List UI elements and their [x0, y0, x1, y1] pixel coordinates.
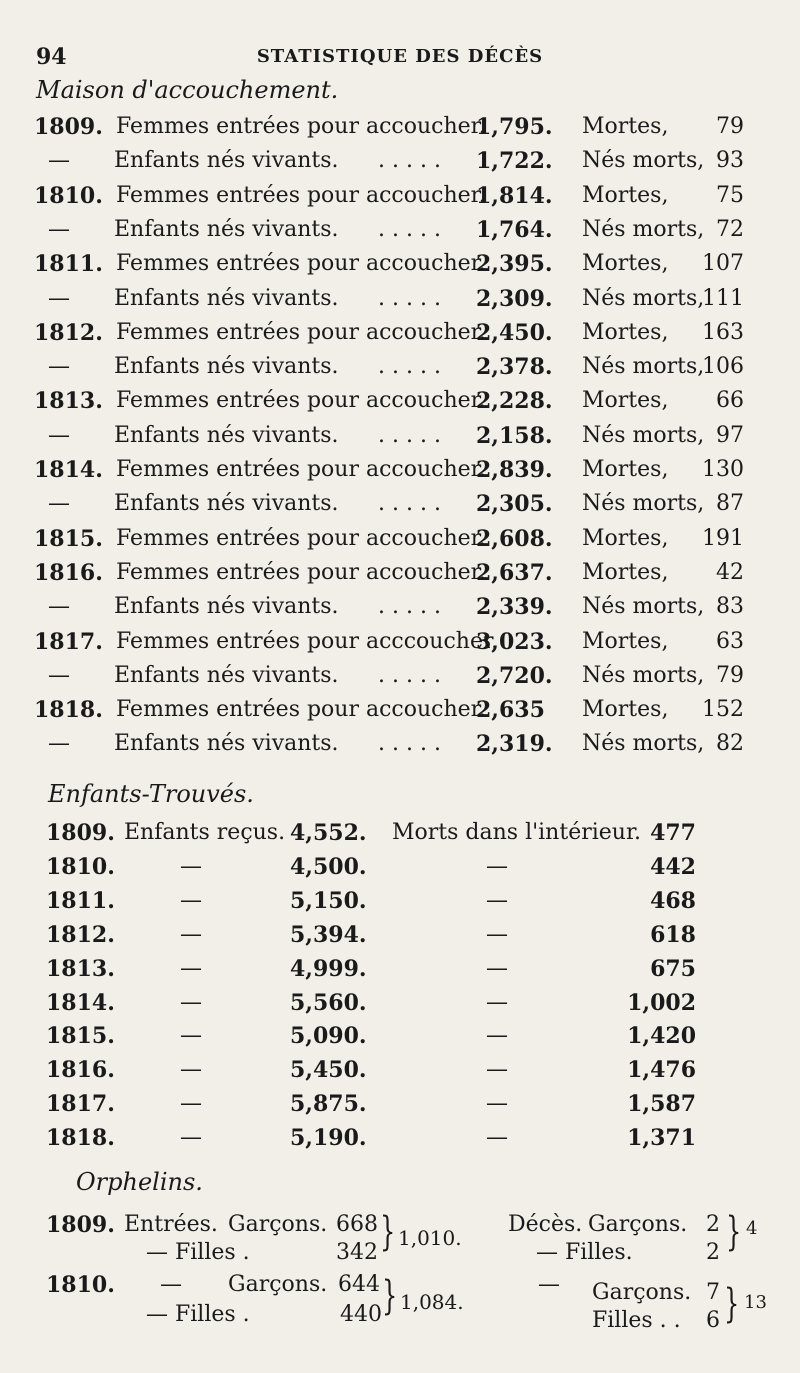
- table-row: [0, 148, 800, 182]
- row-value: 1,722.: [476, 148, 553, 175]
- table-row: [0, 1057, 800, 1091]
- year: 1814.: [46, 989, 115, 1016]
- row-label-2: Mortes,: [582, 114, 669, 139]
- running-title: STATISTIQUE DES DÉCÈS: [256, 46, 544, 67]
- row-label: Enfants nés vivants.: [114, 491, 339, 517]
- row-label: Femmes entrées pour accoucher.: [116, 251, 486, 277]
- year: 1818.: [34, 697, 103, 724]
- row-value: 2,319.: [476, 731, 553, 758]
- row-value: 4,552.: [290, 820, 367, 846]
- row-label: —: [180, 989, 202, 1015]
- table-row: [0, 731, 800, 765]
- row-value-2: 97: [716, 422, 744, 448]
- row-label: Enfants nés vivants.: [114, 354, 339, 380]
- row-value: 1,764.: [476, 216, 553, 243]
- row-value-2: 1,420: [627, 1023, 696, 1050]
- row-label: Enfants nés vivants.: [114, 285, 339, 311]
- entrees-label: —: [160, 1272, 182, 1297]
- leader-dots: . . . . .: [378, 216, 441, 242]
- row-value: 5,450.: [290, 1057, 367, 1084]
- row-value-2: 75: [716, 182, 744, 208]
- table-row: [0, 183, 800, 217]
- row-value-2: 42: [716, 559, 744, 585]
- row-label: —: [180, 1091, 202, 1117]
- year: 1809.: [46, 1212, 115, 1238]
- year: —: [48, 594, 70, 620]
- row-label-2: —: [486, 1057, 508, 1083]
- year: —: [48, 422, 70, 448]
- deaths-label: —: [538, 1272, 560, 1297]
- row-label: —: [180, 921, 202, 947]
- girls-value: 440: [340, 1302, 382, 1327]
- row-value-2: 87: [716, 491, 744, 517]
- row-value: 2,309.: [476, 285, 553, 312]
- leader-dots: . . . . .: [378, 422, 441, 448]
- deaths-total: 13: [744, 1292, 767, 1313]
- row-value: 2,339.: [476, 594, 553, 621]
- table-row: [0, 354, 800, 388]
- row-label-2: —: [486, 989, 508, 1015]
- row-label: —: [180, 955, 202, 981]
- boys-value: 644: [338, 1272, 380, 1297]
- deaths-girls-value: 6: [706, 1308, 720, 1333]
- page-header: [0, 40, 800, 74]
- year: —: [48, 148, 70, 174]
- leader-dots: . . . . .: [378, 148, 441, 174]
- boys-label: Garçons.: [228, 1272, 328, 1297]
- table-row: [0, 990, 800, 1024]
- leader-dots: . . . . .: [378, 594, 441, 620]
- row-label-2: Mortes,: [582, 182, 669, 208]
- row-value-2: 106: [702, 354, 744, 380]
- row-label-2: Nés morts,: [582, 422, 705, 448]
- row-label: Femmes entrées pour accoucher.: [116, 697, 486, 723]
- section-title-maison: Maison d'accouchement.: [36, 76, 339, 104]
- table-row: [0, 594, 800, 628]
- row-value-2: 63: [716, 628, 744, 654]
- row-label: —: [180, 1023, 202, 1049]
- row-value: 5,560.: [290, 989, 367, 1016]
- table-row: [0, 457, 800, 491]
- year: —: [48, 354, 70, 380]
- row-value-2: 66: [716, 388, 744, 414]
- row-value-2: 1,476: [627, 1057, 696, 1084]
- row-label-2: —: [486, 955, 508, 981]
- year: —: [48, 662, 70, 688]
- row-value: 2,158.: [476, 422, 553, 449]
- row-value: 2,395.: [476, 251, 553, 278]
- leader-dots: . . . . .: [378, 731, 441, 757]
- table-row: [0, 854, 800, 888]
- deaths-boys-label: Garçons.: [588, 1212, 688, 1237]
- row-value: 2,839.: [476, 457, 553, 483]
- table-row: [0, 1023, 800, 1057]
- year: 1815.: [34, 525, 103, 552]
- year: —: [48, 491, 70, 517]
- year: 1816.: [34, 559, 103, 586]
- entrees-label: Entrées.: [124, 1212, 218, 1237]
- page-number: 94: [36, 44, 67, 70]
- row-value-2: 83: [716, 594, 744, 620]
- table-row: [0, 388, 800, 422]
- row-value-2: 675: [650, 955, 696, 982]
- brace-icon: }: [382, 1273, 398, 1319]
- row-label-2: —: [486, 853, 508, 879]
- deaths-label: Décès.: [508, 1212, 583, 1237]
- girls-label: — Filles .: [146, 1302, 250, 1327]
- row-label-2: —: [486, 1023, 508, 1049]
- year: 1814.: [34, 457, 103, 483]
- leader-dots: . . . . .: [378, 491, 441, 517]
- row-value: 2,637.: [476, 559, 553, 586]
- table-row: [0, 526, 800, 560]
- row-value: 2,228.: [476, 388, 553, 415]
- row-label: Femmes entrées pour accoucher.: [116, 559, 486, 585]
- year: —: [48, 731, 70, 757]
- girls-value: 342: [336, 1240, 378, 1265]
- row-label-2: —: [486, 1091, 508, 1117]
- row-value-2: 477: [650, 820, 696, 846]
- row-label: Enfants reçus.: [124, 820, 286, 845]
- brace-icon: }: [724, 1281, 740, 1327]
- row-value-2: 1,587: [627, 1091, 696, 1118]
- leader-dots: . . . . .: [378, 662, 441, 688]
- row-value-2: 82: [716, 731, 744, 757]
- brace-icon: }: [726, 1209, 742, 1255]
- row-label: Femmes entrées pour accoucher.: [116, 525, 486, 551]
- year: 1809.: [46, 820, 115, 846]
- row-value-2: 79: [716, 114, 744, 139]
- deaths-girls-label: Filles . .: [592, 1308, 681, 1333]
- row-label: Enfants nés vivants.: [114, 594, 339, 620]
- year: 1810.: [34, 182, 103, 209]
- year: 1813.: [46, 955, 115, 982]
- table-row: [0, 114, 800, 148]
- row-value-2: 93: [716, 148, 744, 174]
- row-value: 4,500.: [290, 853, 367, 880]
- row-label-2: Mortes,: [582, 628, 669, 654]
- table-row: [0, 286, 800, 320]
- row-label-2: Nés morts,: [582, 662, 705, 688]
- row-label: Enfants nés vivants.: [114, 422, 339, 448]
- boys-value: 668: [336, 1212, 378, 1237]
- row-label-2: Nés morts,: [582, 216, 705, 242]
- row-value-2: 152: [702, 697, 744, 723]
- row-label-2: Nés morts,: [582, 354, 705, 380]
- row-value-2: 1,371: [627, 1125, 696, 1152]
- year: 1816.: [46, 1057, 115, 1084]
- boys-label: Garçons.: [228, 1212, 328, 1237]
- year: 1811.: [34, 251, 103, 278]
- row-value: 1,814.: [476, 182, 553, 209]
- section-title-orphelins: Orphelins.: [76, 1168, 203, 1196]
- row-label: —: [180, 887, 202, 913]
- row-value-2: 111: [702, 285, 744, 311]
- table-row: [0, 251, 800, 285]
- leader-dots: . . . . .: [378, 285, 441, 311]
- year: 1810.: [46, 853, 115, 880]
- table-row: [0, 320, 800, 354]
- section-title-trouves: Enfants-Trouvés.: [48, 780, 254, 808]
- row-label-2: Nés morts,: [582, 594, 705, 620]
- row-value: 5,394.: [290, 921, 367, 948]
- row-label: Enfants nés vivants.: [114, 216, 339, 242]
- brace-icon: }: [380, 1209, 396, 1255]
- table-row: [0, 560, 800, 594]
- row-label-2: —: [486, 1125, 508, 1151]
- year: 1811.: [46, 887, 115, 914]
- deaths-girls-label: — Filles.: [536, 1240, 633, 1265]
- row-value: 2,720.: [476, 662, 553, 689]
- row-value: 1,795.: [476, 114, 553, 140]
- row-value-2: 468: [650, 887, 696, 914]
- row-value-2: 442: [650, 853, 696, 880]
- row-label: Femmes entrées pour accoucher.: [116, 182, 486, 208]
- row-label-2: Nés morts,: [582, 285, 705, 311]
- row-label-2: Nés morts,: [582, 731, 705, 757]
- year: 1812.: [46, 921, 115, 948]
- deaths-boys-value: 2: [706, 1212, 720, 1237]
- row-label: —: [180, 1125, 202, 1151]
- girls-label: — Filles .: [146, 1240, 250, 1265]
- table-row: [0, 820, 800, 854]
- table-row: [0, 956, 800, 990]
- year: —: [48, 216, 70, 242]
- total-value: 1,084.: [400, 1290, 464, 1314]
- row-label-2: Mortes,: [582, 388, 669, 414]
- row-value-2: 130: [702, 457, 744, 482]
- row-value-2: 107: [702, 251, 744, 277]
- deaths-boys-label: Garçons.: [592, 1280, 692, 1305]
- row-value: 5,090.: [290, 1023, 367, 1050]
- total-value: 1,010.: [398, 1226, 462, 1250]
- row-value: 2,635: [476, 697, 545, 724]
- year: 1812.: [34, 319, 103, 346]
- row-label-2: Nés morts,: [582, 148, 705, 174]
- year: 1817.: [46, 1091, 115, 1118]
- row-label-2: Mortes,: [582, 251, 669, 277]
- year: 1813.: [34, 388, 103, 415]
- row-label: Femmes entrées pour accoucher.: [116, 388, 486, 414]
- row-label-2: Morts dans l'intérieur.: [392, 820, 642, 845]
- row-value: 5,190.: [290, 1125, 367, 1152]
- row-label-2: Mortes,: [582, 525, 669, 551]
- table-row: [0, 697, 800, 731]
- row-value-2: 72: [716, 216, 744, 242]
- row-label: Enfants nés vivants.: [114, 731, 339, 757]
- row-label-2: Mortes,: [582, 697, 669, 723]
- year: 1810.: [46, 1272, 115, 1298]
- row-value-2: 191: [702, 525, 744, 551]
- year: —: [48, 285, 70, 311]
- row-label-2: Mortes,: [582, 457, 669, 482]
- row-label: —: [180, 853, 202, 879]
- row-label: Femmes entrées pour acccoucher.: [116, 628, 499, 654]
- row-value-2: 1,002: [627, 989, 696, 1016]
- row-value: 4,999.: [290, 955, 367, 982]
- table-row: [0, 217, 800, 251]
- year: 1815.: [46, 1023, 115, 1050]
- row-value: 2,450.: [476, 319, 553, 346]
- row-label: Enfants nés vivants.: [114, 662, 339, 688]
- deaths-boys-value: 7: [706, 1280, 720, 1305]
- table-row: [0, 491, 800, 525]
- row-label-2: Nés morts,: [582, 491, 705, 517]
- year: 1818.: [46, 1125, 115, 1152]
- table-row: [0, 922, 800, 956]
- row-value: 3,023.: [476, 628, 553, 655]
- year: 1809.: [34, 114, 103, 140]
- row-label: —: [180, 1057, 202, 1083]
- row-value-2: 163: [702, 319, 744, 345]
- row-value-2: 618: [650, 921, 696, 948]
- deaths-total: 4: [746, 1218, 758, 1239]
- row-value: 5,875.: [290, 1091, 367, 1118]
- row-label-2: —: [486, 887, 508, 913]
- row-value: 5,150.: [290, 887, 367, 914]
- row-label-2: Mortes,: [582, 559, 669, 585]
- table-row: [0, 663, 800, 697]
- row-label: Femmes entrées pour accoucher.: [116, 319, 486, 345]
- year: 1817.: [34, 628, 103, 655]
- table-row: [0, 629, 800, 663]
- row-value: 2,378.: [476, 354, 553, 381]
- table-row: [0, 1125, 800, 1159]
- row-label-2: Mortes,: [582, 319, 669, 345]
- table-row: [0, 1091, 800, 1125]
- row-label-2: —: [486, 921, 508, 947]
- table-row: [0, 888, 800, 922]
- row-label: Femmes entrées pour accoucher.: [116, 457, 486, 482]
- row-value-2: 79: [716, 662, 744, 688]
- row-label: Enfants nés vivants.: [114, 148, 339, 174]
- table-row: [0, 423, 800, 457]
- deaths-girls-value: 2: [706, 1240, 720, 1265]
- leader-dots: . . . . .: [378, 354, 441, 380]
- row-label: Femmes entrées pour accoucher.: [116, 114, 486, 139]
- row-value: 2,608.: [476, 525, 553, 552]
- row-value: 2,305.: [476, 491, 553, 518]
